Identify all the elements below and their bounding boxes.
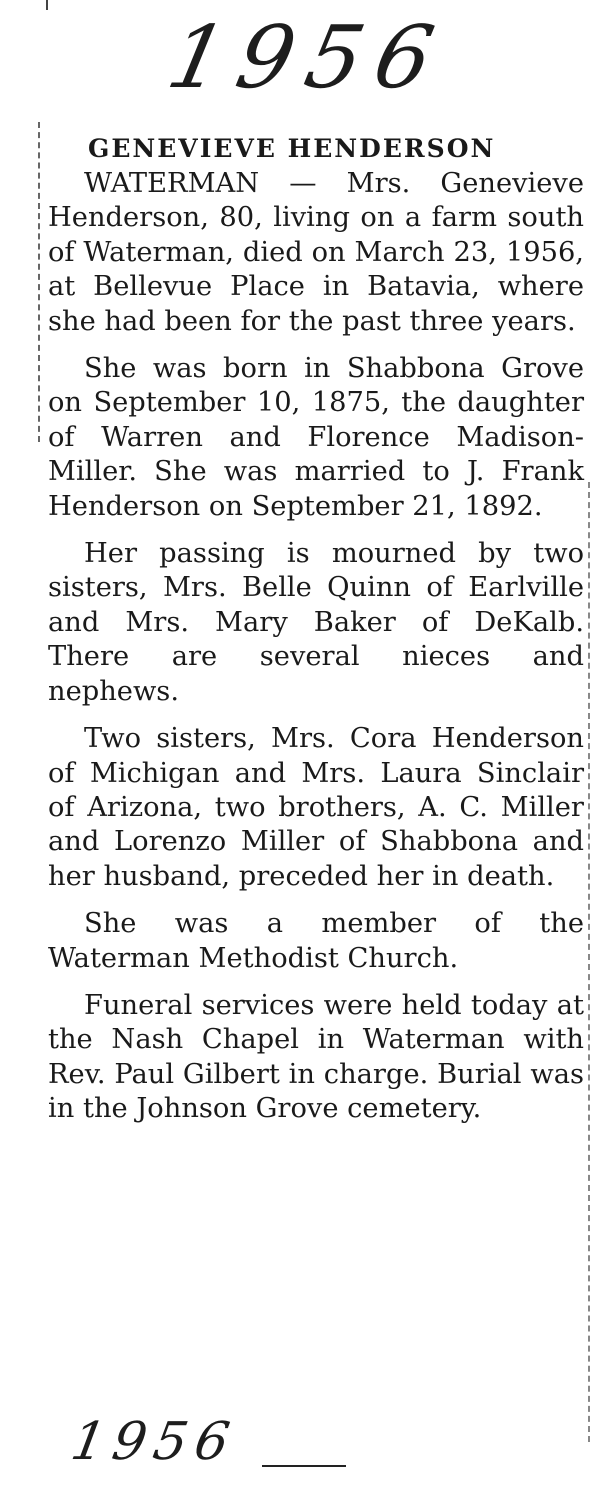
newspaper-clipping [38,122,586,1442]
paragraph-lead: WATERMAN — Mrs. Genevieve Henderson, 80, living on a farm south of Waterman, died on March 23, 1956, at Bellevue Place in Batavia, where she had been for the past three years. [48,168,584,337]
handwritten-year-top: 1956 [159,8,456,108]
obituary-body [48,167,584,1127]
paragraph-preceded: Two sisters, Mrs. Cora Henderson of Michigan and Mrs. Laura Sinclair of Arizona, two brothers, A. C. Miller and Lorenzo Miller of Shabbona and her husband, preceded her in death. [48,723,584,892]
obituary-headline: GENEVIEVE HENDERSON [88,134,496,163]
paragraph-church: She was a member of the Waterman Methodist Church. [48,908,584,974]
paragraph-funeral: Funeral services were held today at the Nash Chapel in Waterman with Rev. Paul Gilbert in charge. Burial was in the Johnson Grove cemetery. [48,989,584,1125]
clipping-right-edge [588,482,590,1442]
paragraph-survivors: Her passing is mourned by two sisters, Mrs. Belle Quinn of Earlville and Mrs. Mary Baker of DeKalb. There are several nieces and nephews. [48,538,584,707]
clipping-left-edge [38,122,40,442]
handwritten-dash [262,1465,346,1467]
handwritten-year-bottom: 1956 [66,1412,242,1472]
top-edge-tick [46,0,48,10]
paragraph-birth: She was born in Shabbona Grove on September 10, 1875, the daughter of Warren and Florence Madison-Miller. She was married to J. Frank Henderson on September 21, 1892. [48,353,584,522]
